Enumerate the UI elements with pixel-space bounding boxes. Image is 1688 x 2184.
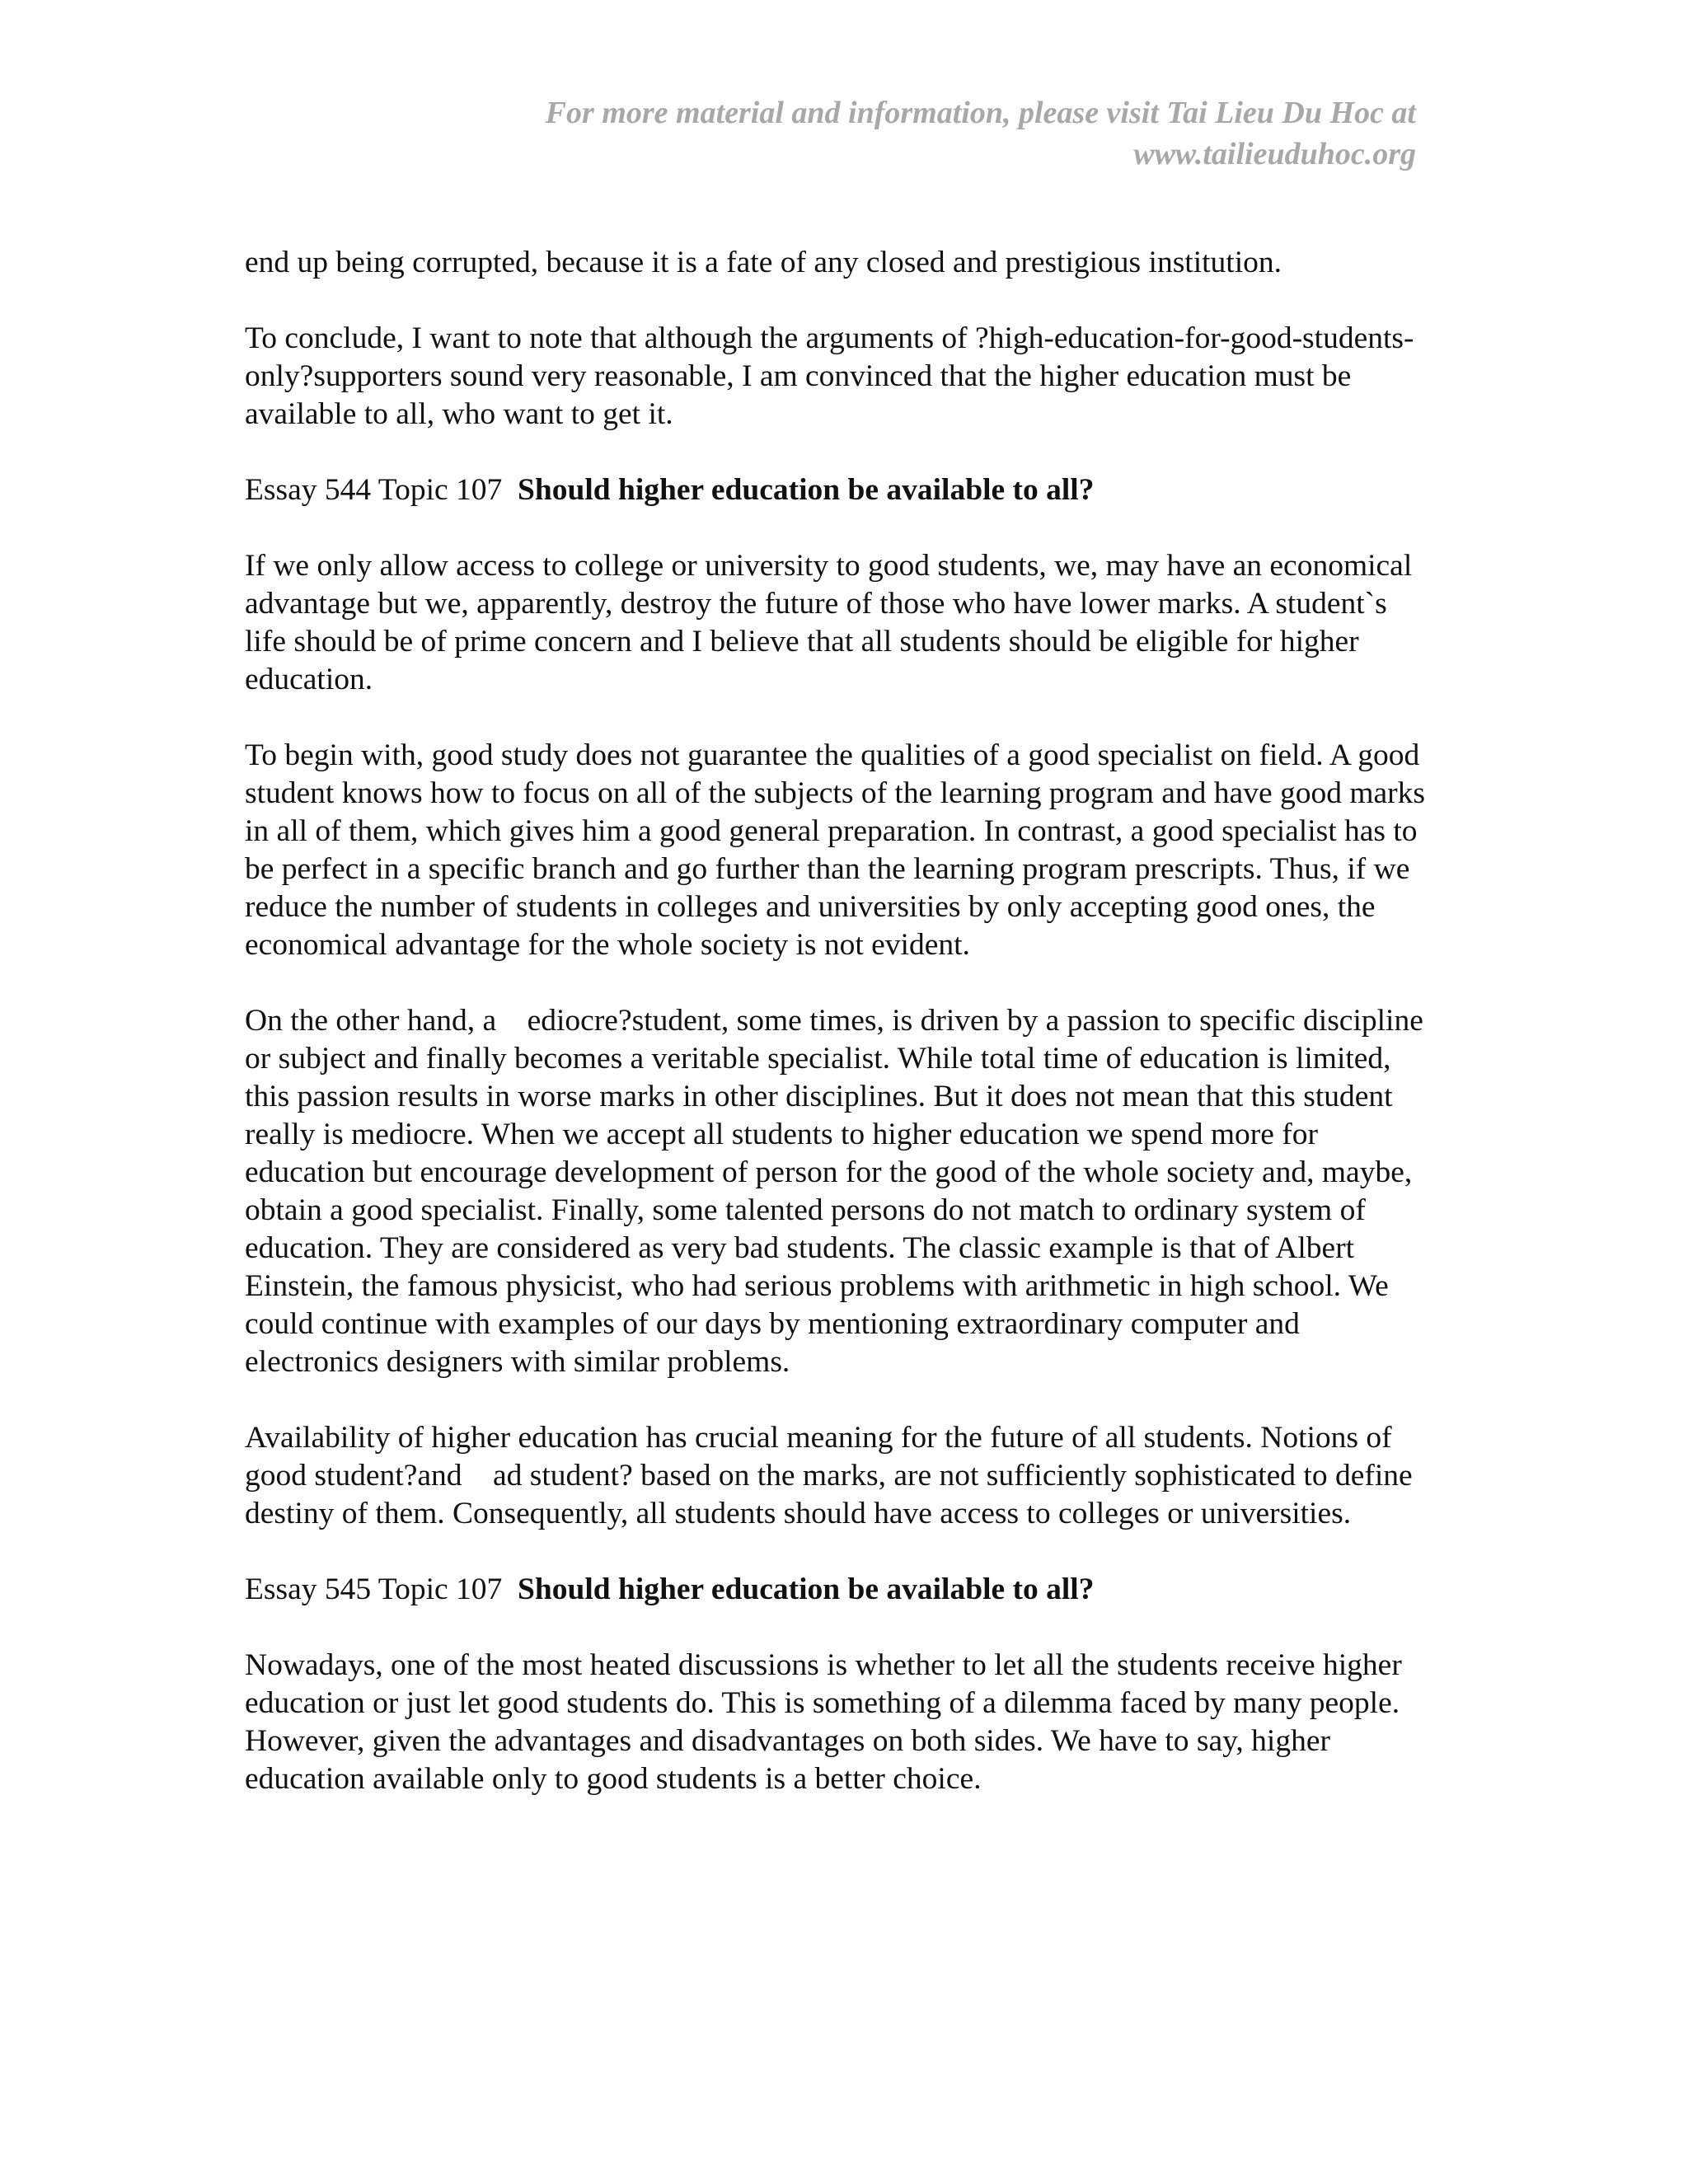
paragraph: Nowadays, one of the most heated discussions is whether to let all the students receive higher education or just let good students do. This is something of a dilemma faced by many people. However, given the advantages and disadvantages on both sides. We have to say, higher education available only to good students is a better choice. (245, 1648, 1402, 1796)
essay-544-heading (245, 471, 1432, 509)
document-body (245, 244, 1432, 1836)
paragraph: If we only allow access to college or university to good students, we, may have an economical advantage but we, apparently, destroy the future of those who have lower marks. A student`s life should be of prime concern and I believe that all students should be eligible for higher education. (245, 549, 1413, 696)
header-url: www.tailieuduhoc.org (1133, 137, 1416, 171)
essay-545-label: Essay 545 Topic 107 (245, 1572, 503, 1606)
paragraph: end up being corrupted, because it is a fate of any closed and prestigious institution. (245, 246, 1282, 279)
paragraph: On the other hand, a ediocre?student, some times, is driven by a passion to specific discipline or subject and finally becomes a veritable specialist. While total time of education is limited, this passion results in worse marks in other disciplines. But it does not mean that this student really is mediocre. When we accept all students to higher education we spend more for education but encourage development of person for the good of the whole society and, maybe, obtain a good specialist. Finally, some talented persons do not match to ordinary system of education. They are considered as very bad students. The classic example is that of Albert Einstein, the famous physicist, who had serious problems with arithmetic in high school. We could continue with examples of our days by mentioning extraordinary computer and electronics designers with similar problems. (245, 1004, 1432, 1379)
essay-545-heading (245, 1571, 1432, 1609)
essay-544-label: Essay 544 Topic 107 (245, 473, 503, 507)
page-header (262, 92, 1416, 175)
header-line-1: For more material and information, please visit Tai Lieu Du Hoc at (545, 96, 1416, 130)
paragraph: To begin with, good study does not guarantee the qualities of a good specialist on field. A good student knows how to focus on all of the subjects of the learning program and have good marks in all of them, which gives him a good general preparation. In contrast, a good specialist has to be perfect in a specific branch and go further than the learning program prescripts. Thus, if we reduce the number of students in colleges and universities by only accepting good ones, the economical advantage for the whole society is not evident. (245, 738, 1425, 962)
essay-544-title: Should higher education be available to all? (518, 473, 1095, 507)
paragraph: Availability of higher education has crucial meaning for the future of all students. Notions of good student?and ad student? based on the marks, are not sufficiently sophisticated to define destiny of them. Consequently, all students should have access to colleges or universities. (245, 1421, 1431, 1530)
paragraph: To conclude, I want to note that although the arguments of ?high-education-for-good-students-only?supporters sound very reasonable, I am convinced that the higher education must be available to all, who want to get it. (245, 321, 1414, 431)
essay-545-title: Should higher education be available to all? (518, 1572, 1095, 1606)
